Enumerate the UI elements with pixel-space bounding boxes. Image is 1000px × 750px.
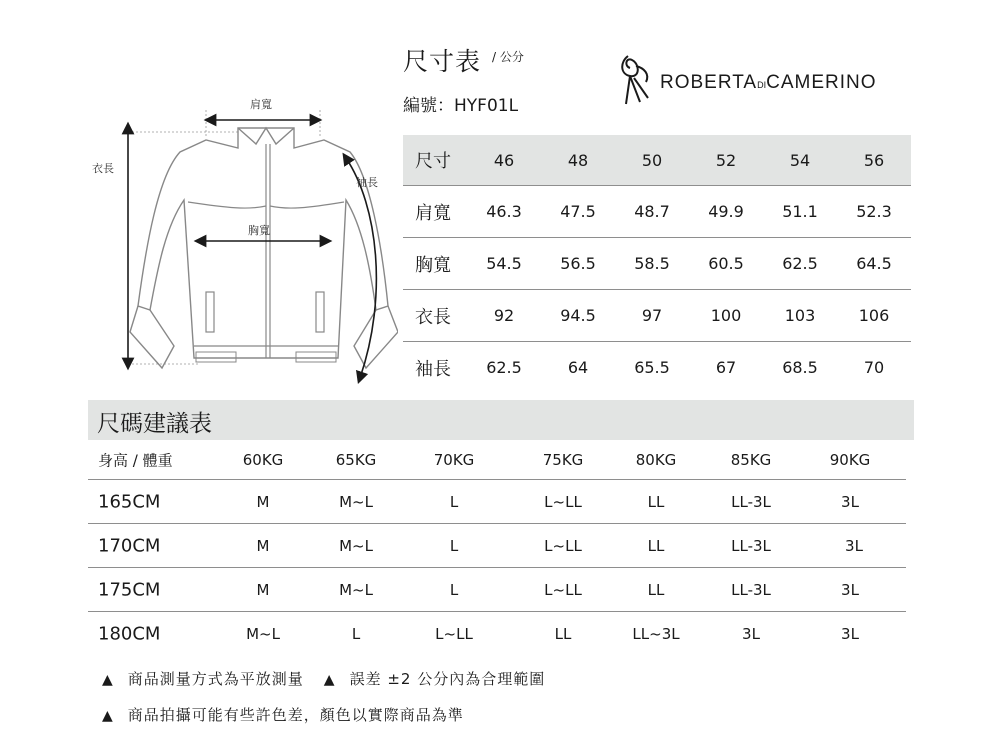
- table-row: [403, 238, 911, 290]
- table-cell: 46.3: [486, 202, 522, 221]
- table-row: [88, 568, 906, 612]
- table-cell: 92: [493, 306, 515, 325]
- table-cell: LL-3L: [731, 536, 771, 555]
- table-row: [403, 186, 911, 238]
- note-line-1: [102, 668, 545, 704]
- table-cell: 62.5: [486, 358, 522, 377]
- table-cell: 65.5: [634, 358, 670, 377]
- table-cell: 56.5: [560, 254, 596, 273]
- length-label: 衣長: [92, 162, 114, 175]
- table-cell: L~LL: [544, 580, 582, 599]
- jacket-outline-icon: [88, 96, 398, 396]
- size-col: 54: [789, 150, 811, 170]
- sleeve-label: 袖長: [356, 176, 378, 189]
- weight-col: 85KG: [730, 451, 772, 469]
- table-cell: 3L: [841, 492, 859, 511]
- weight-col: 65KG: [335, 451, 377, 469]
- table-cell: L: [449, 580, 459, 599]
- unit-label: / 公分: [492, 50, 524, 64]
- brand-name-part1: ROBERTA: [660, 72, 758, 93]
- table-cell: 60.5: [708, 254, 744, 273]
- brand-name: [660, 72, 877, 94]
- table-cell: L~LL: [544, 536, 582, 555]
- table-row: [403, 342, 911, 393]
- table-cell: 3L: [841, 580, 859, 599]
- jacket-diagram: [88, 96, 398, 396]
- chest-label: 胸寬: [248, 224, 270, 237]
- table-row: [88, 480, 906, 524]
- table-row: [88, 612, 906, 655]
- triangle-bullet-icon: ▲: [102, 708, 114, 724]
- triangle-bullet-icon: ▲: [102, 672, 114, 688]
- product-code: 編號：HYF01L: [403, 96, 519, 116]
- table-cell: LL~3L: [632, 624, 680, 643]
- table-cell: 48.7: [634, 202, 670, 221]
- table-cell: LL: [647, 536, 665, 555]
- size-table-header: [403, 135, 911, 186]
- table-cell: LL-3L: [731, 492, 771, 511]
- table-cell: L: [449, 492, 459, 511]
- table-cell: 47.5: [560, 202, 596, 221]
- row-label: 肩寬: [415, 202, 451, 224]
- size-col: 52: [715, 150, 737, 170]
- table-cell: 54.5: [486, 254, 522, 273]
- brand-logo: [616, 52, 896, 112]
- brand-name-part2: CAMERINO: [766, 72, 877, 93]
- page-title: 尺寸表: [403, 47, 482, 76]
- note-text: 商品拍攝可能有些許色差，顏色以實際商品為準: [127, 706, 464, 724]
- table-cell: 103: [784, 306, 816, 325]
- weight-col: 60KG: [242, 451, 284, 469]
- size-header-label: 尺寸: [415, 151, 451, 172]
- note-text: 商品測量方式為平放測量: [127, 670, 304, 688]
- row-label: 袖長: [415, 358, 451, 380]
- brand-name-di: DI: [757, 80, 767, 90]
- table-cell: M: [256, 492, 270, 511]
- size-col: 56: [863, 150, 885, 170]
- weight-col: 75KG: [542, 451, 584, 469]
- note-line-2: [102, 704, 545, 740]
- notes: [102, 668, 545, 740]
- size-table: [403, 135, 911, 393]
- table-cell: 58.5: [634, 254, 670, 273]
- size-col: 50: [641, 150, 663, 170]
- recommend-table-header: [88, 441, 906, 480]
- table-cell: 51.1: [782, 202, 818, 221]
- table-cell: 3L: [845, 536, 863, 555]
- table-cell: 70: [863, 358, 885, 377]
- height-label: 180CM: [98, 623, 161, 644]
- table-row: [403, 290, 911, 342]
- weight-col: 90KG: [829, 451, 871, 469]
- size-col: 46: [493, 150, 515, 170]
- recommend-header-label: 身高 / 體重: [98, 451, 173, 470]
- weight-col: 80KG: [635, 451, 677, 469]
- scarf-logo-icon: [616, 52, 656, 112]
- table-cell: L: [449, 536, 459, 555]
- table-cell: M~L: [246, 624, 280, 643]
- table-cell: 52.3: [856, 202, 892, 221]
- table-cell: 3L: [742, 624, 760, 643]
- weight-col: 70KG: [433, 451, 475, 469]
- table-cell: 97: [641, 306, 663, 325]
- shoulder-label: 肩寬: [250, 98, 272, 111]
- table-cell: LL: [647, 492, 665, 511]
- table-cell: 49.9: [708, 202, 744, 221]
- table-cell: LL: [554, 624, 572, 643]
- note-text: 誤差 ±2 公分內為合理範圍: [349, 670, 546, 688]
- table-cell: 100: [710, 306, 742, 325]
- table-cell: 64.5: [856, 254, 892, 273]
- table-row: [88, 524, 906, 568]
- row-label: 衣長: [415, 306, 451, 328]
- table-cell: M: [256, 580, 270, 599]
- table-cell: LL-3L: [731, 580, 771, 599]
- table-cell: L~LL: [435, 624, 473, 643]
- size-col: 48: [567, 150, 589, 170]
- height-label: 175CM: [98, 579, 161, 600]
- table-cell: L~LL: [544, 492, 582, 511]
- table-cell: L: [351, 624, 361, 643]
- table-cell: 67: [715, 358, 737, 377]
- table-cell: M~L: [339, 492, 373, 511]
- table-cell: 94.5: [560, 306, 596, 325]
- table-cell: 62.5: [782, 254, 818, 273]
- table-cell: 64: [567, 358, 589, 377]
- recommend-title: 尺碼建議表: [97, 411, 212, 437]
- recommend-table: [88, 441, 906, 655]
- table-cell: 3L: [841, 624, 859, 643]
- table-cell: M~L: [339, 580, 373, 599]
- table-cell: 68.5: [782, 358, 818, 377]
- triangle-bullet-icon: ▲: [323, 672, 336, 688]
- height-label: 170CM: [98, 535, 161, 556]
- table-cell: 106: [858, 306, 890, 325]
- height-label: 165CM: [98, 491, 161, 512]
- row-label: 胸寬: [415, 254, 451, 276]
- table-cell: LL: [647, 580, 665, 599]
- table-cell: M~L: [339, 536, 373, 555]
- table-cell: M: [256, 536, 270, 555]
